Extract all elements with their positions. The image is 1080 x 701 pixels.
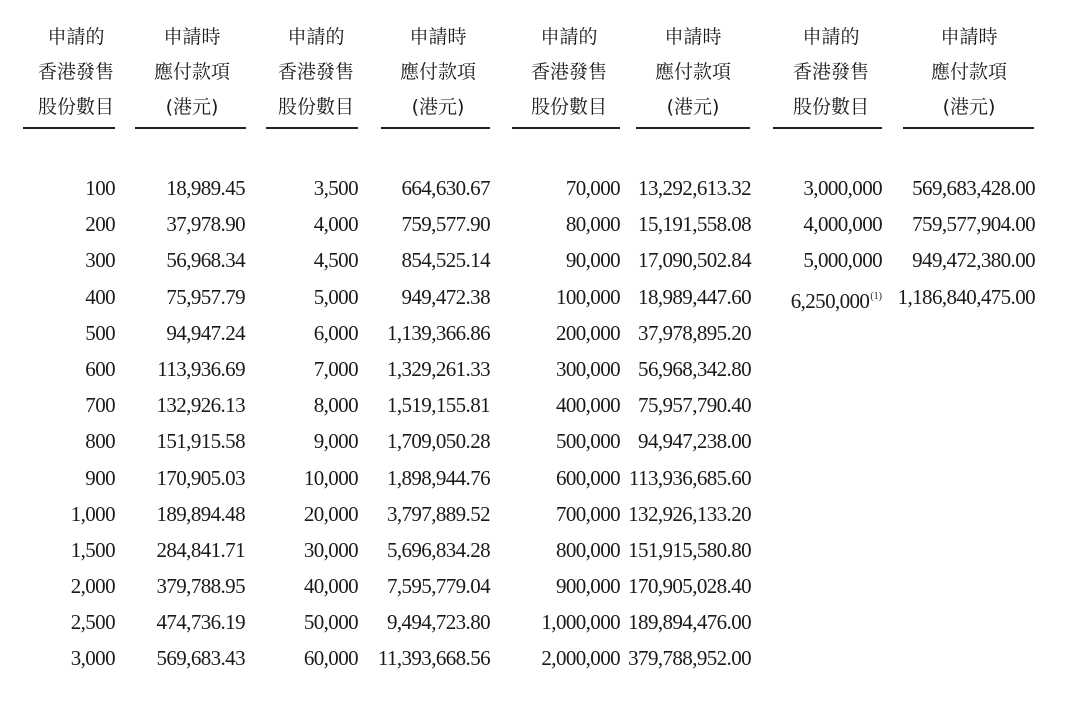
- amount-cell: 379,788,952.00: [628, 646, 751, 671]
- header-line: 應付款項: [153, 61, 230, 83]
- shares-column-group-3: [500, 170, 620, 677]
- amount-cell: 1,329,261.33: [386, 356, 490, 381]
- amount-cell: 854,525.14: [401, 248, 490, 273]
- header-shares-group-4: [790, 20, 872, 125]
- shares-cell: 700,000: [555, 501, 620, 526]
- amount-cell: 94,947,238.00: [638, 429, 751, 454]
- amount-cell: 189,894.48: [156, 501, 245, 526]
- amount-cell: 189,894,476.00: [628, 610, 751, 635]
- shares-cell: 200,000: [555, 320, 620, 345]
- shares-cell: 200: [85, 212, 115, 237]
- amount-cell: 759,577.90: [401, 212, 490, 237]
- amount-column-group-4: [884, 170, 1035, 315]
- shares-cell: 500,000: [555, 429, 620, 454]
- header-line: 香港發售: [277, 61, 354, 83]
- shares-cell: 600,000: [555, 465, 620, 490]
- amount-cell: 170,905.03: [156, 465, 245, 490]
- shares-cell: 1,000,000: [541, 610, 620, 635]
- amount-column-group-1: [125, 170, 245, 677]
- header-shares-group-1: [35, 20, 117, 125]
- amount-cell: 75,957,790.40: [638, 393, 751, 418]
- header-rule: [512, 127, 620, 129]
- amount-cell: 132,926.13: [156, 393, 245, 418]
- shares-cell: 500: [85, 320, 115, 345]
- amount-cell: 949,472,380.00: [912, 248, 1035, 273]
- header-rule: [636, 127, 750, 129]
- amount-cell: 664,630.67: [401, 176, 490, 200]
- shares-column-group-2: [258, 170, 358, 677]
- shares-cell: 300: [85, 248, 115, 273]
- shares-cell: 5,000,000: [803, 248, 882, 273]
- shares-cell: 60,000: [303, 646, 358, 671]
- shares-cell: 6,000: [313, 320, 358, 345]
- shares-cell: 1,500: [70, 537, 115, 562]
- amount-cell: 5,696,834.28: [386, 537, 490, 562]
- shares-cell: 3,500: [313, 176, 358, 200]
- amount-cell: 170,905,028.40: [628, 574, 751, 599]
- amount-cell: 1,709,050.28: [386, 429, 490, 454]
- amount-column-group-3: [620, 170, 751, 677]
- shares-cell: 700: [85, 393, 115, 418]
- header-amount-group-2: [397, 20, 479, 125]
- shares-cell: 100,000: [555, 284, 620, 309]
- header-line: (港元): [165, 96, 219, 118]
- header-rule: [903, 127, 1034, 129]
- shares-cell: 3,000,000: [803, 176, 882, 200]
- shares-cell: 4,500: [313, 248, 358, 273]
- header-line: 申請的: [47, 26, 105, 48]
- amount-cell: 7,595,779.04: [386, 574, 490, 599]
- header-shares-group-2: [275, 20, 357, 125]
- amount-cell: 1,139,366.86: [386, 320, 490, 345]
- amount-cell: 18,989.45: [166, 176, 245, 200]
- header-line: (港元): [411, 96, 465, 118]
- header-rule: [135, 127, 246, 129]
- amount-cell: 17,090,502.84: [638, 248, 751, 273]
- amount-cell: 15,191,558.08: [638, 212, 751, 237]
- shares-cell: 5,000: [313, 284, 358, 309]
- header-rule: [266, 127, 358, 129]
- header-line: (港元): [666, 96, 720, 118]
- amount-cell: 151,915.58: [156, 429, 245, 454]
- amount-cell: 284,841.71: [156, 537, 245, 562]
- header-line: 申請時: [163, 26, 221, 48]
- shares-cell: 800: [85, 429, 115, 454]
- shares-cell: 2,000,000: [541, 646, 620, 671]
- header-line: 香港發售: [530, 61, 607, 83]
- header-rule: [773, 127, 882, 129]
- header-line: 申請的: [802, 26, 860, 48]
- shares-cell: 80,000: [565, 212, 620, 237]
- amount-column-group-2: [360, 170, 490, 677]
- header-line: 股份數目: [37, 96, 114, 118]
- header-amount-group-4: [928, 20, 1010, 125]
- shares-cell: 30,000: [303, 537, 358, 562]
- amount-cell: 1,519,155.81: [386, 393, 490, 418]
- header-shares-group-3: [528, 20, 610, 125]
- footnote-marker: (1): [870, 290, 882, 302]
- amount-cell: 11,393,668.56: [377, 646, 490, 671]
- amount-cell: 474,736.19: [156, 610, 245, 635]
- header-line: 申請的: [540, 26, 598, 48]
- shares-value: 6,250,000: [790, 288, 870, 313]
- shares-cell: 1,000: [70, 501, 115, 526]
- shares-cell: 10,000: [303, 465, 358, 490]
- header-amount-group-1: [151, 20, 233, 125]
- amount-cell: 3,797,889.52: [386, 501, 490, 526]
- shares-cell: 2,500: [70, 610, 115, 635]
- header-amount-group-3: [652, 20, 734, 125]
- header-rule: [381, 127, 490, 129]
- header-line: 股份數目: [792, 96, 869, 118]
- shares-cell: 400,000: [555, 393, 620, 418]
- shares-cell: 4,000,000: [803, 212, 882, 237]
- shares-cell: 50,000: [303, 610, 358, 635]
- shares-cell: 70,000: [565, 176, 620, 200]
- header-line: 應付款項: [930, 61, 1007, 83]
- shares-cell: 600: [85, 356, 115, 381]
- shares-cell: 4,000: [313, 212, 358, 237]
- shares-cell: 900,000: [555, 574, 620, 599]
- header-line: 香港發售: [792, 61, 869, 83]
- amount-cell: 37,978,895.20: [638, 320, 751, 345]
- amount-cell: 9,494,723.80: [386, 610, 490, 635]
- amount-cell: 1,898,944.76: [386, 465, 490, 490]
- header-line: 申請時: [664, 26, 722, 48]
- shares-cell: 300,000: [555, 356, 620, 381]
- shares-cell: 40,000: [303, 574, 358, 599]
- header-line: 申請時: [409, 26, 467, 48]
- shares-cell: 400: [85, 284, 115, 309]
- shares-cell: 8,000: [313, 393, 358, 418]
- header-line: 申請時: [940, 26, 998, 48]
- amount-cell: 949,472.38: [401, 284, 490, 309]
- header-rule: [23, 127, 115, 129]
- amount-cell: 132,926,133.20: [628, 501, 751, 526]
- amount-cell: 113,936.69: [157, 356, 245, 381]
- amount-cell: 13,292,613.32: [638, 176, 751, 200]
- header-line: (港元): [942, 96, 996, 118]
- shares-cell: 7,000: [313, 356, 358, 381]
- amount-cell: 759,577,904.00: [912, 212, 1035, 237]
- amount-cell: 94,947.24: [166, 320, 245, 345]
- amount-cell: 569,683.43: [156, 646, 245, 671]
- amount-cell: 37,978.90: [166, 212, 245, 237]
- shares-cell: [770, 279, 882, 315]
- amount-cell: 379,788.95: [156, 574, 245, 599]
- header-line: 應付款項: [399, 61, 476, 83]
- amount-cell: 56,968,342.80: [638, 356, 751, 381]
- shares-cell: 20,000: [303, 501, 358, 526]
- header-line: 申請的: [287, 26, 345, 48]
- shares-cell: 800,000: [555, 537, 620, 562]
- amount-cell: 18,989,447.60: [638, 284, 751, 309]
- shares-cell: 90,000: [565, 248, 620, 273]
- shares-cell: 3,000: [70, 646, 115, 671]
- amount-cell: 569,683,428.00: [912, 176, 1035, 200]
- shares-cell: 100: [85, 176, 115, 200]
- header-line: 應付款項: [654, 61, 731, 83]
- shares-cell: 900: [85, 465, 115, 490]
- amount-cell: 113,936,685.60: [628, 465, 751, 490]
- shares-cell: 2,000: [70, 574, 115, 599]
- header-line: 股份數目: [277, 96, 354, 118]
- header-line: 香港發售: [37, 61, 114, 83]
- shares-column-group-1: [15, 170, 115, 677]
- amount-cell: 56,968.34: [166, 248, 245, 273]
- shares-column-group-4: [770, 170, 882, 315]
- shares-cell: 9,000: [313, 429, 358, 454]
- amount-cell: 75,957.79: [166, 284, 245, 309]
- amount-cell: 1,186,840,475.00: [897, 284, 1035, 309]
- header-line: 股份數目: [530, 96, 607, 118]
- amount-cell: 151,915,580.80: [628, 537, 751, 562]
